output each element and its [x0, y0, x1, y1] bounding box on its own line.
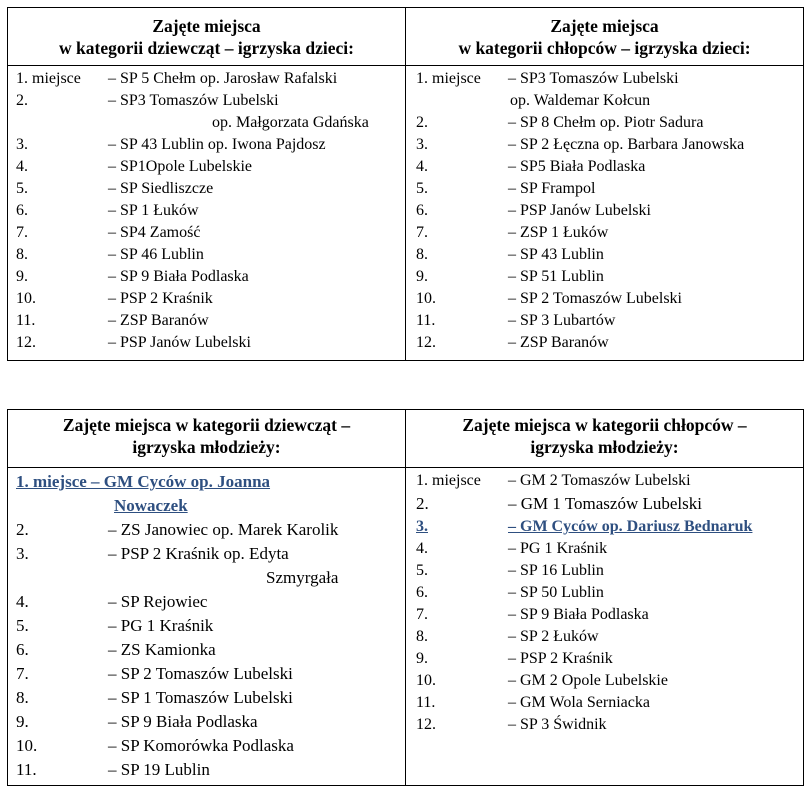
- girls-children-header: Zajęte miejsca w kategorii dziewcząt – igrzyska dzieci:: [8, 8, 406, 66]
- list-item-continuation: op. Waldemar Kołcun: [510, 92, 651, 109]
- list-item: 10. – SP Komorówka Podlaska: [16, 736, 294, 755]
- girls-youth-header: Zajęte miejsca w kategorii dziewcząt – igrzyska młodzieży:: [8, 410, 406, 468]
- list-item: 3. – PSP 2 Kraśnik op. Edyta: [16, 544, 289, 563]
- children-games-table: [7, 7, 804, 361]
- list-item: 6. – SP 50 Lublin: [416, 584, 604, 601]
- list-item: 8. – SP 43 Lublin: [416, 246, 604, 263]
- list-item-continuation: Szmyrgała: [266, 568, 339, 587]
- list-item: 9. – PSP 2 Kraśnik: [416, 650, 613, 667]
- boys-youth-header: Zajęte miejsca w kategorii chłopców – igrzyska młodzieży:: [406, 410, 804, 468]
- girls-children-list: [8, 66, 406, 361]
- list-item: 2. – ZS Janowiec op. Marek Karolik: [16, 520, 339, 539]
- list-item: 7. – SP 2 Tomaszów Lubelski: [16, 664, 293, 683]
- third-place-highlight: 3. – GM Cyców op. Dariusz Bednaruk: [416, 518, 753, 535]
- list-item: 7. – ZSP 1 Łuków: [416, 224, 609, 241]
- list-item: 5. – PG 1 Kraśnik: [16, 616, 214, 635]
- list-item: 1. miejsce – GM 2 Tomaszów Lubelski: [416, 472, 691, 489]
- list-item: 11. – SP 3 Lubartów: [416, 312, 616, 329]
- list-item: 6. – PSP Janów Lubelski: [416, 202, 651, 219]
- list-item: 1. miejsce – SP3 Tomaszów Lubelski: [416, 70, 679, 87]
- list-item: 5. – SP Frampol: [416, 180, 596, 197]
- list-item: 12. – ZSP Baranów: [416, 334, 609, 351]
- first-place-highlight: 1. miejsce – GM Cyców op. Joanna: [16, 472, 271, 491]
- list-item: 6. – SP 1 Łuków: [16, 202, 199, 219]
- list-item: 3. – SP 2 Łęczna op. Barbara Janowska: [416, 136, 745, 153]
- list-item: 8. – SP 2 Łuków: [416, 628, 599, 645]
- list-item: 3. – SP 43 Lublin op. Iwona Pajdosz: [16, 136, 326, 153]
- list-item: 10. – SP 2 Tomaszów Lubelski: [416, 290, 682, 307]
- list-item: 2. – SP 8 Chełm op. Piotr Sadura: [416, 114, 704, 131]
- list-item: 5. – SP Siedliszcze: [16, 180, 214, 197]
- list-item: 9. – SP 51 Lublin: [416, 268, 604, 285]
- list-item: 4. – SP Rejowiec: [16, 592, 208, 611]
- list-item: 10. – GM 2 Opole Lubelskie: [416, 672, 668, 689]
- first-place-highlight-continuation: Nowaczek: [114, 496, 188, 515]
- list-item: 8. – SP 1 Tomaszów Lubelski: [16, 688, 293, 707]
- list-item: 11. – GM Wola Serniacka: [416, 694, 650, 711]
- list-item: 7. – SP4 Zamość: [16, 224, 201, 241]
- list-item: 12. – SP 3 Świdnik: [416, 716, 607, 733]
- list-item: 4. – PG 1 Kraśnik: [416, 540, 608, 557]
- list-item: 1. miejsce – SP 5 Chełm op. Jarosław Rafalski: [16, 70, 338, 87]
- list-item: 10. – PSP 2 Kraśnik: [16, 290, 213, 307]
- list-item: 2. – GM 1 Tomaszów Lubelski: [416, 494, 702, 513]
- list-item: 5. – SP 16 Lublin: [416, 562, 604, 579]
- list-item: 9. – SP 9 Biała Podlaska: [16, 268, 249, 285]
- youth-games-table: [7, 409, 804, 786]
- list-item: 2. – SP3 Tomaszów Lubelski: [16, 92, 279, 109]
- list-item: 4. – SP1Opole Lubelskie: [16, 158, 252, 175]
- list-item: 11. – ZSP Baranów: [16, 312, 209, 329]
- boys-children-header: Zajęte miejsca w kategorii chłopców – igrzyska dzieci:: [406, 8, 804, 66]
- boys-youth-list: [406, 468, 804, 786]
- boys-children-list: [406, 66, 804, 361]
- list-item: 4. – SP5 Biała Podlaska: [416, 158, 646, 175]
- list-item: 8. – SP 46 Lublin: [16, 246, 204, 263]
- list-item-continuation: op. Małgorzata Gdańska: [212, 114, 369, 131]
- list-item: 12. – PSP Janów Lubelski: [16, 334, 251, 351]
- list-item: 7. – SP 9 Biała Podlaska: [416, 606, 649, 623]
- list-item: 11. – SP 19 Lublin: [16, 760, 210, 779]
- girls-youth-list: [8, 468, 406, 786]
- list-item: 6. – ZS Kamionka: [16, 640, 216, 659]
- list-item: 9. – SP 9 Biała Podlaska: [16, 712, 258, 731]
